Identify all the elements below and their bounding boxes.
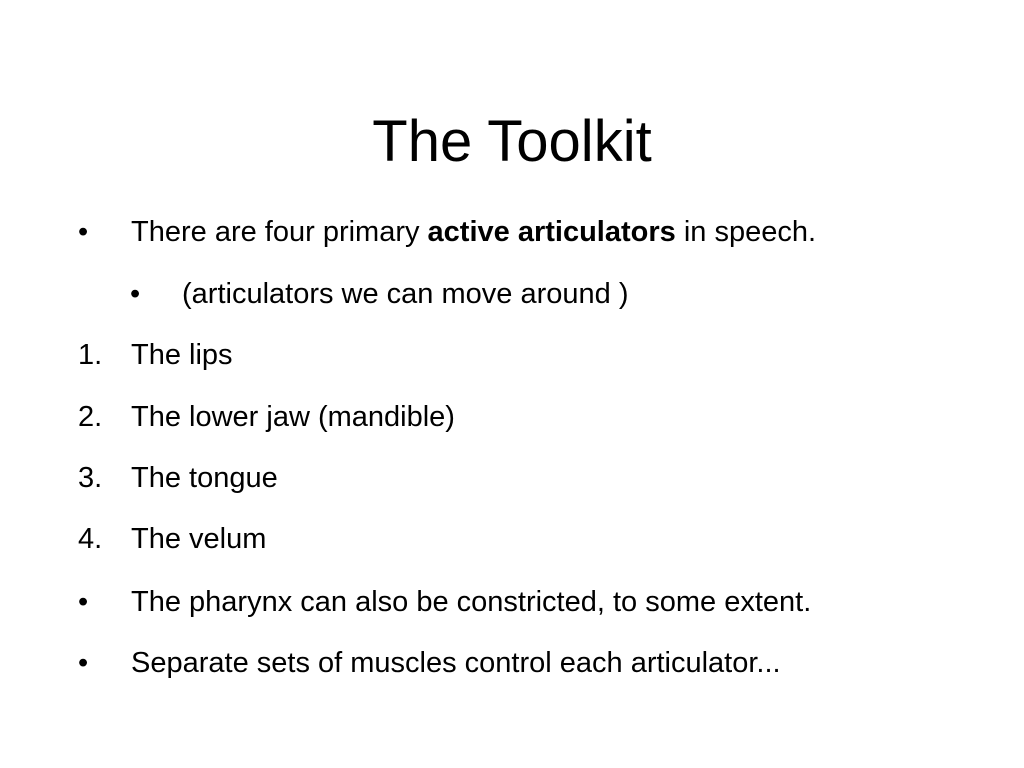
bullet-marker: • <box>130 278 141 310</box>
number-marker: 3. <box>78 462 103 494</box>
slide-title: The Toolkit <box>372 109 652 174</box>
number-marker: 4. <box>78 523 103 555</box>
list-item-text: Separate sets of muscles control each articulator... <box>131 647 781 679</box>
list-item-text: (articulators we can move around ) <box>182 278 629 310</box>
list-item-text-part: There are four primary <box>131 216 428 248</box>
list-item-text: The lower jaw (mandible) <box>131 401 455 433</box>
bullet-marker: • <box>78 216 89 248</box>
number-marker: 2. <box>78 401 103 433</box>
emphasized-term: active articulators <box>427 216 676 248</box>
list-item-text <box>131 214 816 250</box>
list-item-text: The velum <box>131 523 267 555</box>
number-marker: 1. <box>78 339 103 371</box>
list-item-text-part: in speech. <box>675 216 817 248</box>
list-item-text: The lips <box>131 339 233 371</box>
bullet-marker: • <box>78 586 89 618</box>
list-item-text: The tongue <box>131 462 278 494</box>
list-item-text: The pharynx can also be constricted, to some extent. <box>131 586 812 618</box>
bullet-marker: • <box>78 647 89 679</box>
